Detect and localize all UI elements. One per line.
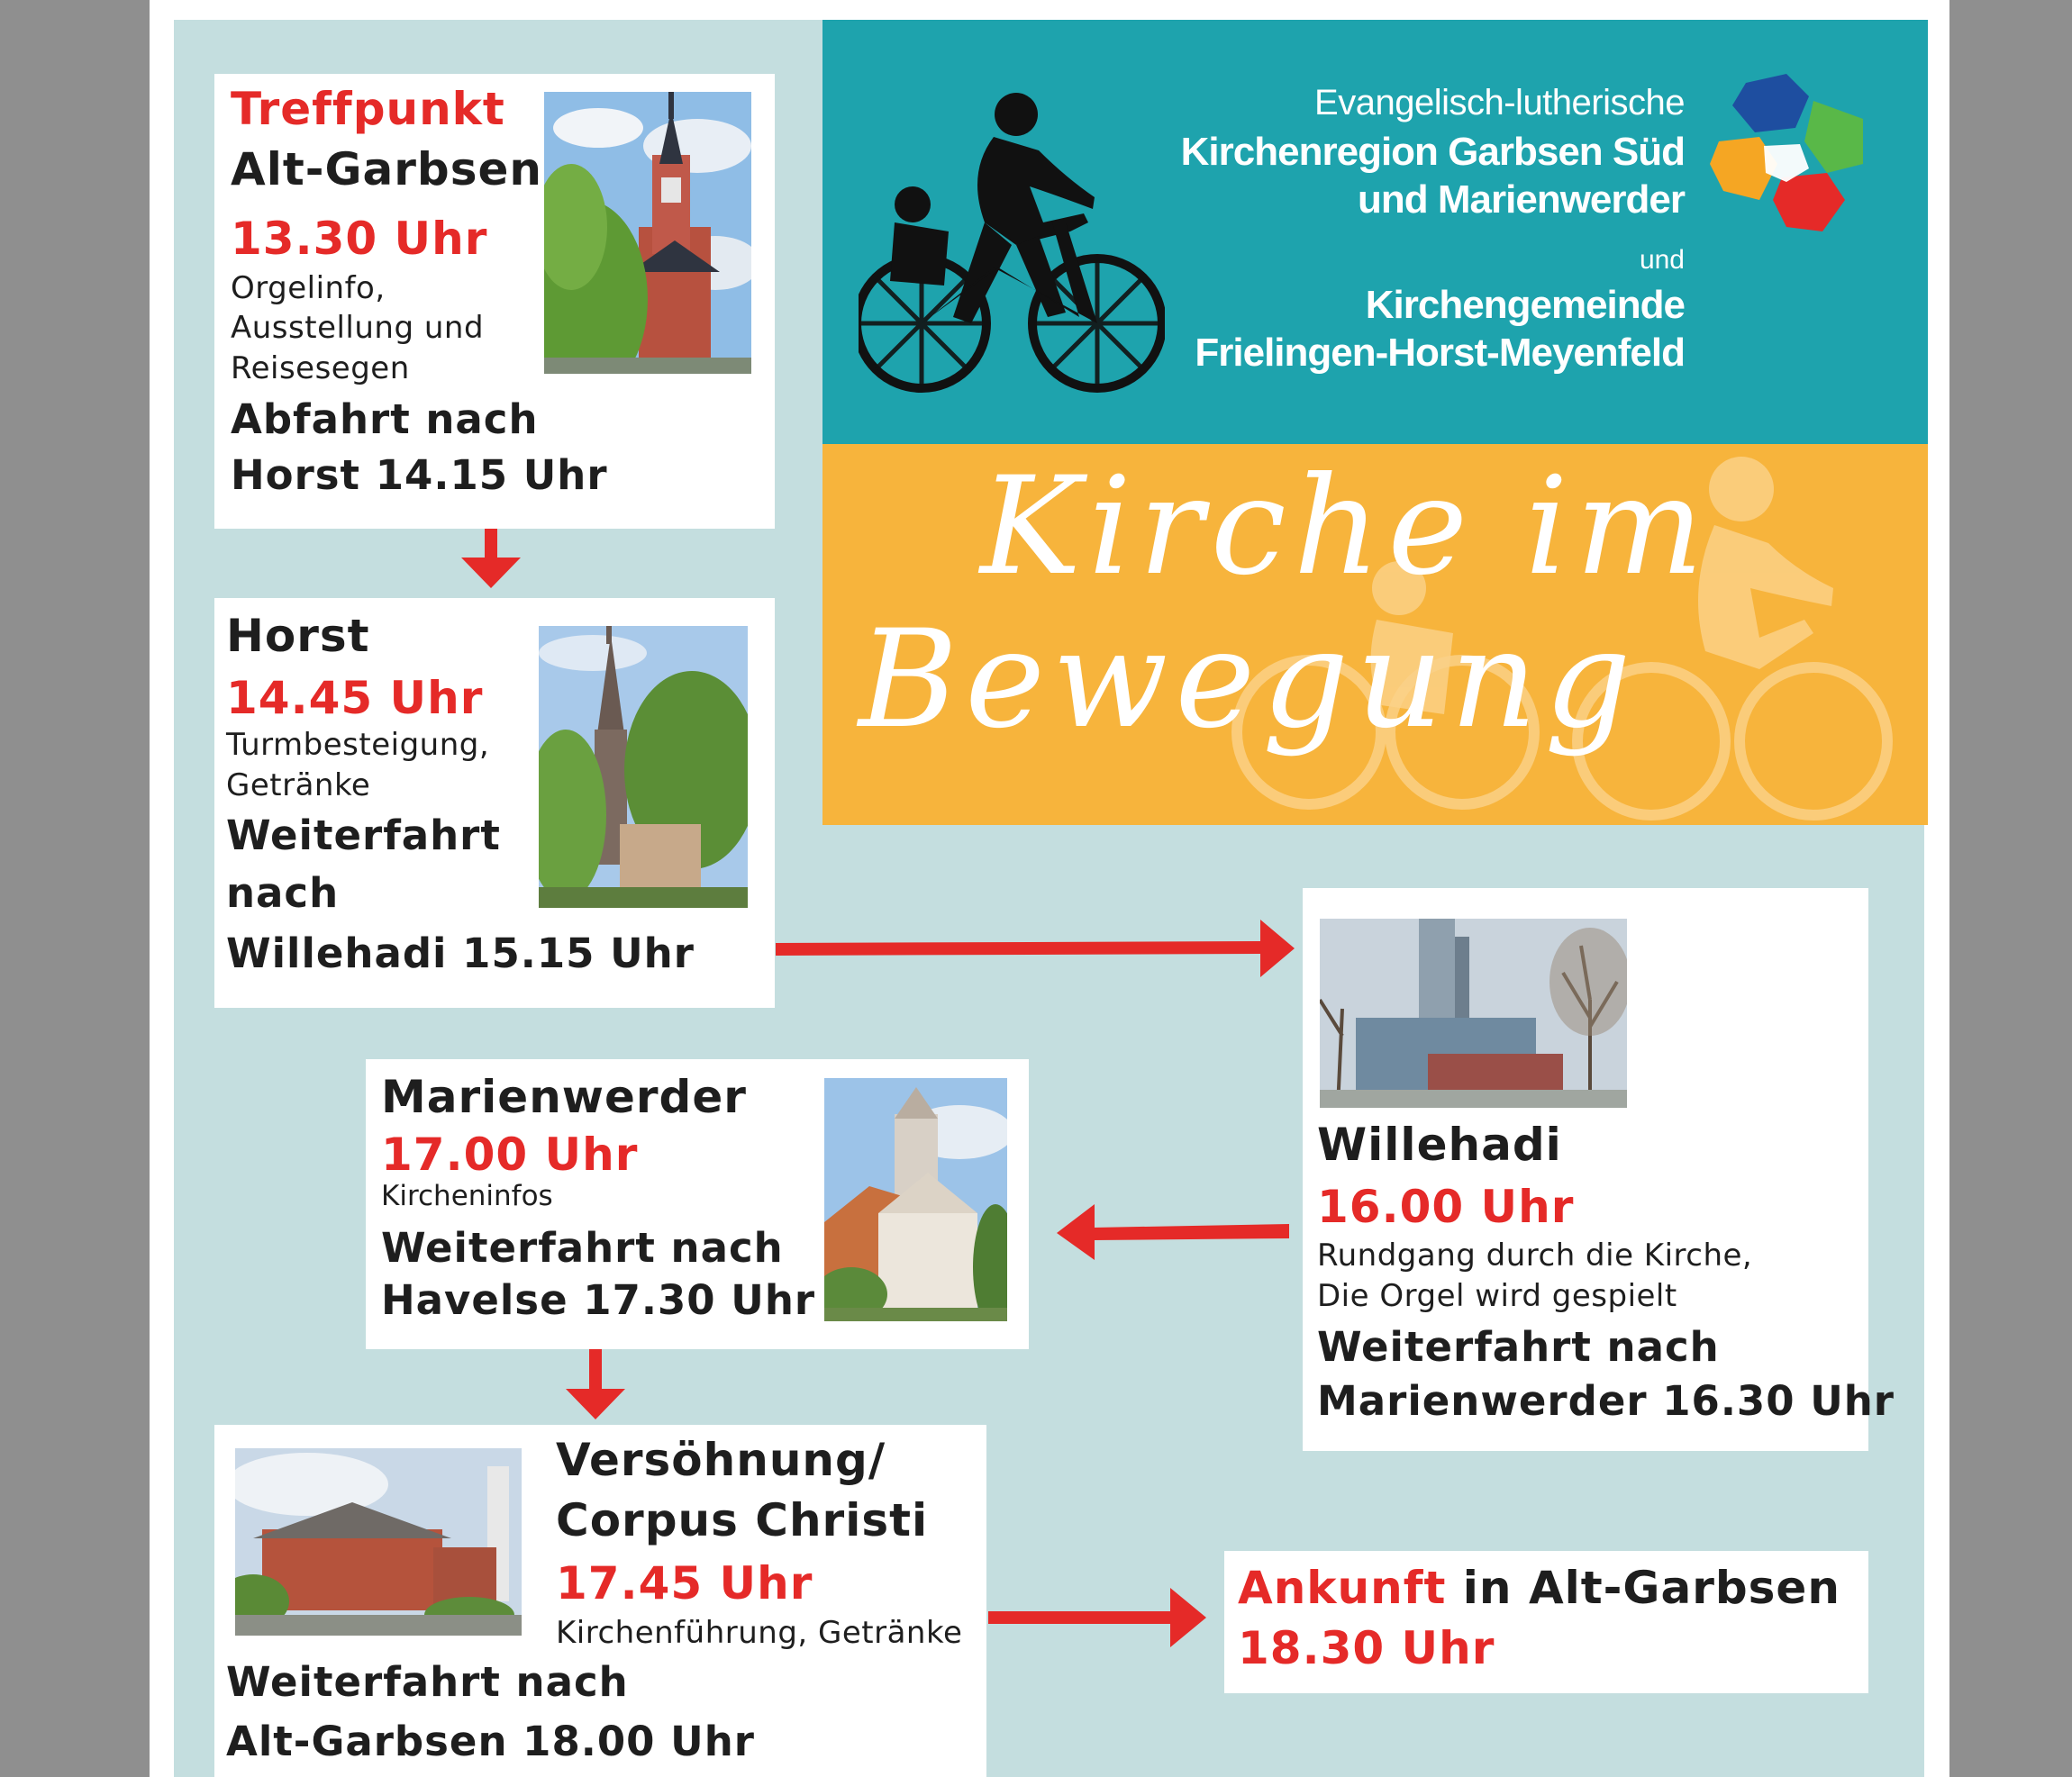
stop-info: Orgelinfo, [231, 270, 386, 306]
church-photo-versoehnung [235, 1448, 522, 1636]
stop-name: Willehadi [1317, 1119, 1562, 1171]
stop-info: Rundgang durch die Kirche, [1317, 1238, 1753, 1274]
stop-name: Alt-Garbsen [231, 143, 542, 195]
stop-time: 13.30 Uhr [231, 213, 488, 265]
stop-info: Ausstellung und [231, 310, 485, 346]
departure-text: Marienwerder 16.30 Uhr [1317, 1377, 1895, 1425]
church-photo-alt-garbsen [544, 92, 751, 374]
org-line-1: Evangelisch-lutherische [1314, 83, 1685, 122]
meeting-point-label: Treffpunkt [231, 83, 505, 135]
departure-text: Abfahrt nach [231, 395, 539, 443]
org-connector: und [1639, 245, 1685, 275]
stop-name: Corpus Christi [556, 1494, 929, 1546]
org-line-3: und Marienwerder [1358, 177, 1685, 222]
title-banner [822, 444, 1928, 825]
route-arrow-left [1057, 1202, 1289, 1262]
banner-title-line-1: Kirche im [980, 449, 1712, 605]
route-arrow-down [461, 529, 521, 590]
stop-info: Getränke [226, 767, 371, 803]
route-arrow-right [988, 1588, 1208, 1647]
stop-time: 17.00 Uhr [381, 1129, 639, 1181]
departure-text: Weiterfahrt nach [1317, 1323, 1720, 1371]
stop-info: Kircheninfos [381, 1180, 553, 1212]
departure-text: Willehadi 15.15 Uhr [226, 929, 695, 977]
stop-name: Versöhnung/ [556, 1434, 886, 1486]
church-region-logo [1710, 74, 1872, 236]
arrival-text [1238, 1563, 1840, 1613]
stop-info: Turmbesteigung, [226, 727, 490, 763]
church-photo-horst [539, 626, 748, 908]
route-arrow-right [776, 920, 1296, 979]
church-photo-willehadi [1320, 919, 1627, 1108]
departure-text: Alt-Garbsen 18.00 Uhr [226, 1718, 755, 1765]
stop-time: 17.45 Uhr [556, 1557, 813, 1609]
stop-info: Reisesegen [231, 350, 410, 386]
departure-text: Havelse 17.30 Uhr [381, 1276, 816, 1324]
departure-text: Weiterfahrt nach [381, 1224, 784, 1272]
arrival-label: Ankunft [1238, 1562, 1447, 1614]
departure-text: Weiterfahrt nach [226, 1658, 629, 1706]
org2-line-2: Frielingen-Horst-Meyenfeld [1195, 331, 1685, 375]
stop-name: Horst [226, 610, 370, 662]
departure-text: nach [226, 869, 340, 917]
cyclist-icon [859, 87, 1165, 412]
stop-info: Kirchenführung, Getränke [556, 1615, 963, 1651]
stop-info: Die Orgel wird gespielt [1317, 1278, 1677, 1314]
church-photo-marienwerder [824, 1078, 1007, 1321]
org-line-2: Kirchenregion Garbsen Süd [1180, 130, 1685, 174]
org2-line-1: Kirchengemeinde [1365, 283, 1685, 327]
departure-text: Weiterfahrt [226, 811, 501, 859]
banner-title-line-2: Bewegung [859, 602, 1639, 758]
stop-time: 14.45 Uhr [226, 672, 484, 724]
arrival-destination: in Alt-Garbsen [1446, 1562, 1840, 1614]
stop-time: 16.00 Uhr [1317, 1181, 1575, 1233]
route-arrow-down [566, 1349, 625, 1421]
stop-name: Marienwerder [381, 1071, 747, 1123]
arrival-time: 18.30 Uhr [1238, 1622, 1495, 1674]
poster-header [822, 20, 1928, 444]
departure-text: Horst 14.15 Uhr [231, 451, 608, 499]
